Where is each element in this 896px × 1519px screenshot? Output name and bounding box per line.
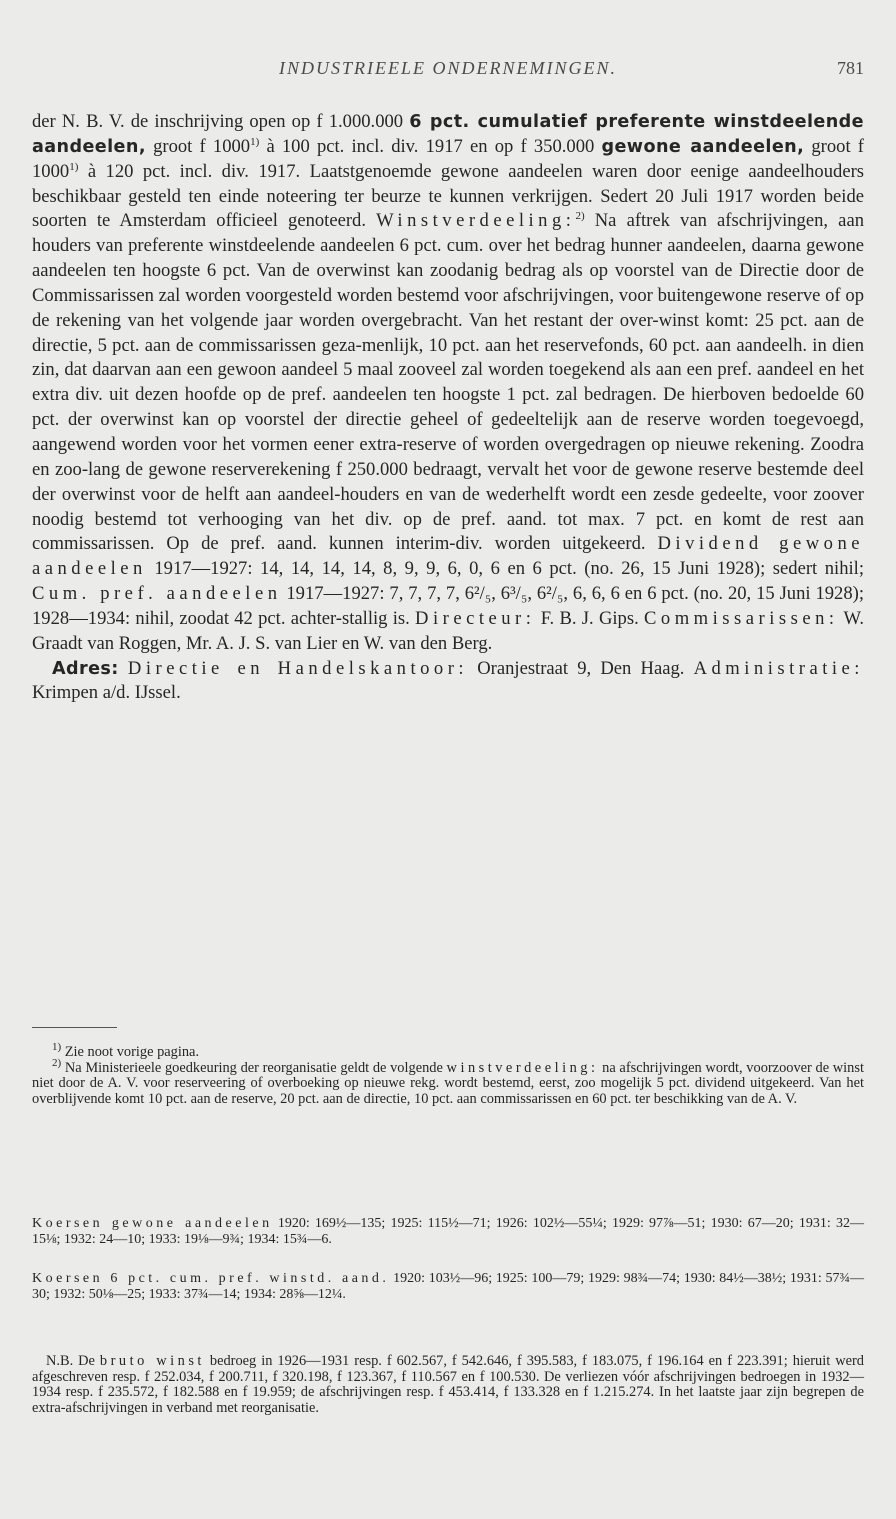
footnotes: [32, 1041, 864, 1108]
footnote-ref: 2): [575, 210, 585, 223]
section-label-commissarissen: Commissarissen:: [644, 607, 839, 629]
text-segment: Krimpen a/d. IJssel.: [32, 682, 181, 704]
company-description: [32, 110, 864, 706]
section-label-administratie: Administratie:: [693, 657, 864, 679]
text-segment: Oranjestraat 9, Den Haag.: [468, 657, 694, 679]
text-segment: [119, 658, 128, 679]
footnote-text: Na Ministerieele goedkeuring der reorganisatie geldt de volgende: [61, 1059, 447, 1076]
text-segment: à 120 pct. incl. div. 1917. Laatstgenoemde gewone aandeelen waren door eenige aandeelhouders beschikbaar gesteld ten einde noteering ter beurze te kunnen verkrijgen. Sedert 20 Juli 1917 worden beide soorten te Amsterdam officieel genoteerd.: [32, 160, 864, 232]
nb-text: N.B. De: [46, 1353, 100, 1369]
share-class-heading: gewone aandeelen,: [601, 136, 805, 157]
nb-text: bedroeg in 1926—1931 resp. f 602.567, f 542.646, f 395.583, f 183.075, f 196.164 en f 223.391; hieruit werd afgeschreven resp. f 252.034, f 200.711, f 320.198, f 123.367, f 110.567 en f 100.530. De verliezen vóór afschrijvingen bedroegen in 1932—1934 resp. f 235.572, f 182.588 en f 19.959; de afschrijvingen resp. f 453.414, f 133.328 en f 1.215.274. In het laatste jaar zijn begrepen de extra-afschrijvingen in verband met reorganisatie.: [32, 1353, 864, 1417]
nb-spaced-term: bruto winst: [99, 1353, 205, 1369]
footnote-marker: 2): [52, 1056, 62, 1069]
footnote-2: [32, 1056, 864, 1108]
koersen-label: Koersen 6 pct. cum. pref. winstd. aand.: [32, 1271, 390, 1286]
koersen-gewone: [32, 1216, 864, 1249]
footnote-ref: 1): [250, 135, 260, 148]
address-heading: Adres:: [52, 658, 119, 679]
nb-note: [32, 1354, 864, 1417]
text-segment: Na aftrek van afschrijvingen, aan houders van preferente winstdeelende aandeelen 6 pct. cum. over het bedrag hunner aandeelen, daarna gewone aandeelen ten hoogste 6 pct. Van de overwinst kan zoodanig bedrag als op voorstel van de Directie door de Commissarissen zal worden voorgesteld worden bestemd voor afschrijvingen, voor buitengewone reserve of op de rekening van het volgende jaar worden overgebracht. Van het restant der over-winst komt: 25 pct. aan de directie, 5 pct. aan de commissarissen geza-menlijk, 10 pct. aan het reservefonds, 60 pct. aan aandeelh. in dien zin, dat daarvan aan een gewoon aandeel 5 maal zooveel zal worden toegekend als aan een pref. aandeel en het extra div. uit dezen hoofde op de pref. aandeelen ten hoogste 1 pct. zal bedragen. De hierboven bedoelde 60 pct. der overwinst kan op voorstel der directie geheel of gedeeltelijk aan de reserve worden toegevoegd, aangewend worden voor het vormen eener extra-reserve of worden overgedragen op nieuwe rekening. Zoodra en zoo-lang de gewone reserverekening f 250.000 bedraagt, vervalt het voor de gewone reserve bestemde deel der overwinst voor de helft aan aandeel-houders en van de wederhelft wordt een zesde gedeelte, voor zoover noodig bestemd tot verhooging van het div. op de pref. aand. tot max. 7 pct. en komt de rest aan commissarissen. Op de pref. aand. kunnen interim-div. worden uitgekeerd.: [32, 210, 864, 555]
text-segment: groot f 1000: [32, 135, 864, 182]
koersen-line: [32, 1271, 864, 1304]
koersen-label: Koersen gewone aandeelen: [32, 1216, 273, 1231]
footnote-1: [32, 1041, 864, 1061]
text-segment: der N. B. V. de inschrijving open op: [32, 111, 317, 132]
section-label-handelskantoor: Directie en Handelskantoor:: [127, 657, 469, 679]
text-segment: groot f 1000: [145, 135, 251, 157]
footnote-text: na afschrijvingen wordt, voorzoover de winst niet door de A. V. voor reserveering of overboeking op nieuwe rekg. wordt bestemd, eerst, zoo mogelijk 5 pct. dividend uitgekeerd. Van het overblijvende komt 10 pct. aan de reserve, 20 pct. aan de directie, 10 pct. aan commissarissen en 60 pct. ter beschikking van de A. V.: [32, 1059, 864, 1108]
section-label-directeur: Directeur:: [415, 607, 536, 629]
text-segment: 1917—1927: 7, 7, 7, 7, 6²/₅, 6³/₅, 6²/₅, 6, 6, 6 en 6 pct. (no. 20, 15 Juni 1928); 1928—1934: nihil, zoodat 42 pct. achter-stallig is.: [32, 583, 865, 629]
text-segment: F. B. J. Gips.: [535, 607, 644, 629]
footnote-marker: 1): [52, 1041, 62, 1054]
running-title: INDUSTRIEELE ONDERNEMINGEN.: [279, 58, 617, 78]
footnote-spaced-term: winstverdeeling:: [446, 1059, 599, 1076]
koersen-line: [32, 1216, 864, 1249]
text-segment: à 100 pct. incl. div. 1917 en op f 350.000: [259, 135, 602, 157]
main-paragraph: [32, 110, 864, 657]
footnote-ref: 1): [69, 160, 79, 173]
page-header: [32, 58, 864, 88]
share-class-heading: 6 pct. cumulatief preferente winstdeelende aandeelen,: [32, 112, 865, 157]
section-label-dividend: Dividend gewone aandeelen: [32, 533, 864, 580]
footnote-text: Zie noot vorige pagina.: [61, 1044, 200, 1060]
koersen-values: 1920: 103½—96; 1925: 100—79; 1929: 98¾—74; 1930: 84½—38½; 1931: 57¾—30; 1932: 50⅛—25; 1933: 37¾—14; 1934: 28⅝—12¼.: [32, 1271, 864, 1303]
koersen-pref: [32, 1271, 864, 1304]
footnote-divider: [32, 1027, 117, 1028]
address-paragraph: [32, 657, 864, 707]
koersen-values: 1920: 169½—135; 1925: 115½—71; 1926: 102½—55¼; 1929: 97⅞—51; 1930: 67—20; 1931: 32—15⅛; 1932: 24—10; 1933: 19⅛—9¾; 1934: 15¾—6.: [32, 1216, 864, 1248]
section-label-cum-pref: Cum. pref. aandeelen: [32, 583, 282, 605]
page-number: 781: [837, 58, 864, 78]
text-segment: W. Graadt van Roggen, Mr. A. J. S. van Lier en W. van den Berg.: [32, 607, 864, 654]
text-segment: 1917—1927: 14, 14, 14, 14, 8, 9, 9, 6, 0, 6 en 6 pct. (no. 26, 15 Juni 1928); sedert nihil;: [146, 558, 864, 580]
section-label-winstverdeeling: Winstverdeeling:: [376, 210, 576, 232]
nb-paragraph: [32, 1354, 864, 1417]
text-segment: f 1.000.000: [316, 111, 410, 132]
